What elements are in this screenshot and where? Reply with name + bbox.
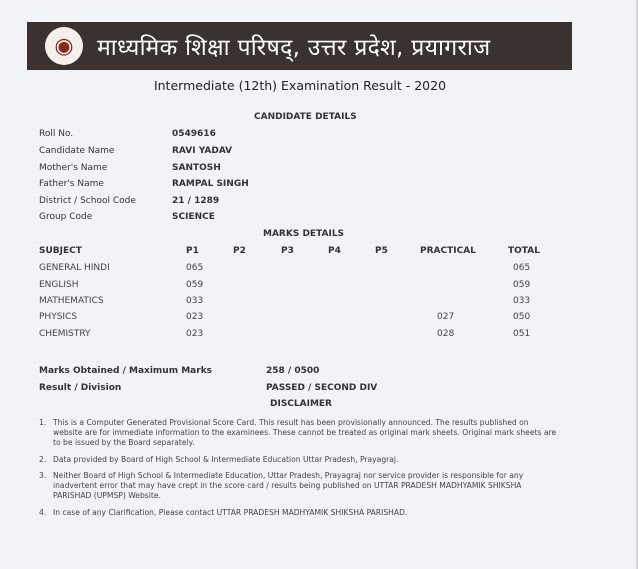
disclaimer-item-text: Data provided by Board of High School & Intermediate Education Uttar Pradesh, Prayagraj. xyxy=(53,455,399,464)
roll-no-label: Roll No. xyxy=(39,129,74,139)
table-row-p1: 059 xyxy=(186,280,204,290)
disclaimer-item xyxy=(39,471,559,501)
marks-details-heading: MARKS DETAILS xyxy=(263,229,345,239)
table-row-total: 051 xyxy=(513,329,531,339)
table-row-p1: 023 xyxy=(186,312,204,322)
father-name-value: RAMPAL SINGH xyxy=(172,179,249,189)
candidate-name-value: RAVI YADAV xyxy=(172,146,233,156)
table-row-subject: MATHEMATICS xyxy=(39,296,104,306)
candidate-name-label: Candidate Name xyxy=(39,146,115,156)
board-title: माध्यमिक शिक्षा परिषद्, उत्तर प्रदेश, प्रयागराज xyxy=(97,35,491,61)
district-school-code-value: 21 / 1289 xyxy=(172,196,220,206)
up-govt-emblem-icon: ◉ xyxy=(45,27,83,65)
group-code-value: SCIENCE xyxy=(172,212,215,222)
disclaimer-heading: DISCLAIMER xyxy=(270,399,332,409)
col-header-subject: SUBJECT xyxy=(39,246,82,256)
disclaimer-item xyxy=(39,455,559,465)
table-row-subject: GENERAL HINDI xyxy=(39,263,110,273)
disclaimer-item-number: 3. xyxy=(39,471,47,480)
marks-obtained-label: Marks Obtained / Maximum Marks xyxy=(39,366,213,376)
table-row-practical: 028 xyxy=(437,329,455,339)
candidate-details-heading: CANDIDATE DETAILS xyxy=(254,112,357,122)
table-row-p1: 023 xyxy=(186,329,204,339)
district-school-code-label: District / School Code xyxy=(39,196,136,206)
header-banner xyxy=(27,22,572,70)
mother-name-value: SANTOSH xyxy=(172,163,221,173)
exam-title: Intermediate (12th) Examination Result - 2020 xyxy=(153,78,447,93)
col-header-p3: P3 xyxy=(281,246,294,256)
table-row-total: 050 xyxy=(513,312,531,322)
table-row-total: 065 xyxy=(513,263,531,273)
col-header-p2: P2 xyxy=(233,246,246,256)
table-row-subject: PHYSICS xyxy=(39,312,78,322)
disclaimer-item-text: This is a Computer Generated Provisional Score Card. This result has been provisionally announced. The results published on website are for immediate information to the examinees. These cannot be treated as original mark sheets. Original mark sheets are to be issued by the Board separately. xyxy=(53,418,557,447)
table-row-total: 059 xyxy=(513,280,531,290)
group-code-label: Group Code xyxy=(39,212,93,222)
col-header-p5: P5 xyxy=(375,246,388,256)
disclaimer-item-text: In case of any Clarification, Please contact UTTAR PRADESH MADHYAMIK SHIKSHA PARISHAD. xyxy=(53,508,408,517)
col-header-total: TOTAL xyxy=(508,246,540,256)
table-row-subject: CHEMISTRY xyxy=(39,329,91,339)
table-row-practical: 027 xyxy=(437,312,455,322)
disclaimer-item-text: Neither Board of High School & Intermediate Education, Uttar Pradesh, Prayagraj nor service provider is responsible for any inadvertent error that may have crept in the score card / results being published on UTTAR PRADESH MADHYAMIK SHIKSHA PARISHAD (UPMSP) Website. xyxy=(53,471,524,500)
table-row-subject: ENGLISH xyxy=(39,280,79,290)
disclaimer-item xyxy=(39,418,559,448)
roll-no-value: 0549616 xyxy=(172,129,216,139)
disclaimer-item-number: 1. xyxy=(39,418,47,427)
father-name-label: Father's Name xyxy=(39,179,104,189)
disclaimer-item-number: 4. xyxy=(39,508,47,517)
col-header-practical: PRACTICAL xyxy=(420,246,476,256)
disclaimer-item xyxy=(39,508,559,518)
table-row-p1: 033 xyxy=(186,296,204,306)
result-division-value: PASSED / SECOND DIV xyxy=(266,383,378,393)
disclaimer-item-number: 2. xyxy=(39,455,47,464)
table-row-total: 033 xyxy=(513,296,531,306)
table-row-p1: 065 xyxy=(186,263,204,273)
mother-name-label: Mother's Name xyxy=(39,163,108,173)
result-division-label: Result / Division xyxy=(39,383,122,393)
marks-obtained-value: 258 / 0500 xyxy=(266,366,320,376)
col-header-p1: P1 xyxy=(186,246,199,256)
col-header-p4: P4 xyxy=(328,246,341,256)
